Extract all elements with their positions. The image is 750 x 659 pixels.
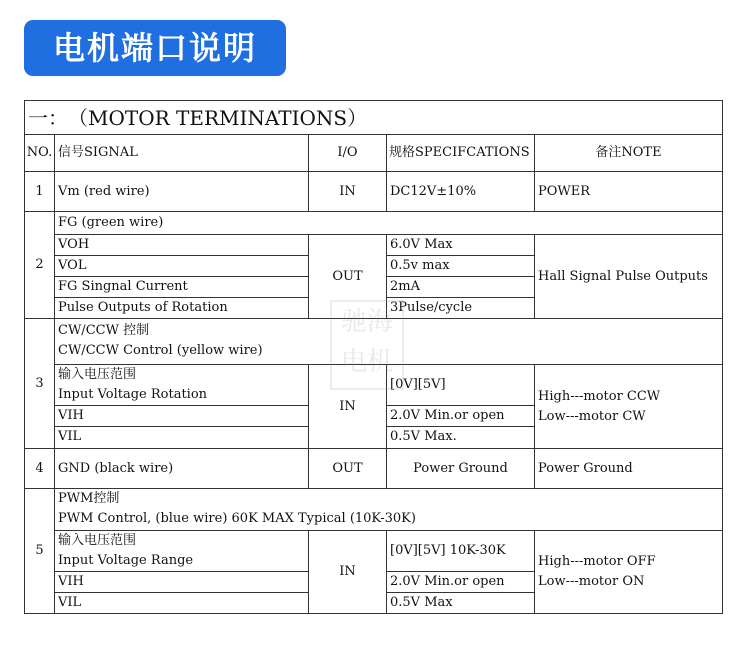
page-title: 电机端口说明 bbox=[52, 29, 257, 67]
signal-item: VOL bbox=[55, 256, 308, 277]
row-number: 2 bbox=[25, 212, 55, 319]
io-cell: IN bbox=[309, 531, 387, 614]
signal-item: VOH bbox=[55, 235, 308, 256]
row-number: 4 bbox=[25, 449, 55, 489]
table-row bbox=[25, 531, 723, 614]
spec-item: 0.5V Max bbox=[390, 595, 453, 610]
table-row bbox=[25, 449, 723, 489]
group-header: FG (green wire) bbox=[55, 212, 723, 235]
watermark: 驰海电机 bbox=[330, 300, 404, 390]
signal-list bbox=[55, 235, 309, 319]
table-row bbox=[25, 212, 723, 235]
signal-item: VIH bbox=[55, 406, 308, 427]
group-header-line: CW/CCW Control (yellow wire) bbox=[58, 343, 263, 358]
spec-item: 3Pulse/cycle bbox=[390, 300, 473, 315]
spec-item: [0V][5V] bbox=[387, 365, 534, 406]
spec-cell: Power Ground bbox=[387, 449, 535, 489]
spec-item: 2.0V Min.or open bbox=[387, 406, 534, 427]
note-cell: POWER bbox=[535, 172, 723, 212]
io-cell: OUT bbox=[309, 449, 387, 489]
header-spec: 规格SPECIFCATIONS bbox=[387, 135, 535, 172]
signal-list bbox=[55, 531, 309, 614]
spec-item: [0V][5V] 10K-30K bbox=[387, 531, 534, 572]
note-cell: Power Ground bbox=[535, 449, 723, 489]
signal-item: Input Voltage Range bbox=[55, 551, 308, 572]
signal-item: 输入电压范围 bbox=[58, 367, 137, 382]
signal-item: FG Singnal Current bbox=[55, 277, 308, 298]
table-row bbox=[25, 489, 723, 531]
spec-item: 6.0V Max bbox=[387, 235, 534, 256]
table-row bbox=[25, 172, 723, 212]
signal-item: VIH bbox=[55, 572, 308, 593]
note-item: Low---motor CW bbox=[538, 408, 646, 424]
spec-item: 2.0V Min.or open bbox=[387, 572, 534, 593]
table-row bbox=[25, 365, 723, 449]
spec-item: 2mA bbox=[387, 277, 534, 298]
header-row bbox=[25, 135, 723, 172]
note-cell bbox=[535, 365, 723, 449]
signal-item: VIL bbox=[58, 429, 82, 444]
signal-item: Input Voltage Rotation bbox=[55, 385, 308, 406]
header-no: NO. bbox=[25, 135, 55, 172]
group-header-line: PWM控制 bbox=[58, 491, 120, 506]
table-row bbox=[25, 319, 723, 365]
row-number: 1 bbox=[25, 172, 55, 212]
group-header-line: CW/CCW 控制 bbox=[58, 323, 150, 338]
note-item: Low---motor ON bbox=[538, 574, 645, 589]
table-title-row bbox=[25, 101, 723, 135]
signal-list bbox=[55, 365, 309, 449]
group-header bbox=[55, 489, 723, 531]
note-cell: Hall Signal Pulse Outputs bbox=[535, 235, 723, 319]
header-signal: 信号SIGNAL bbox=[55, 135, 309, 172]
io-cell: OUT bbox=[309, 235, 387, 319]
spec-list bbox=[387, 531, 535, 614]
page-title-banner bbox=[24, 20, 286, 76]
spec-cell: DC12V±10% bbox=[387, 172, 535, 212]
spec-list bbox=[387, 235, 535, 319]
io-cell: IN bbox=[309, 172, 387, 212]
header-io: I/O bbox=[309, 135, 387, 172]
header-note: 备注NOTE bbox=[535, 135, 723, 172]
group-header-line: PWM Control, (blue wire) 60K MAX Typical (10K-30K) bbox=[58, 511, 416, 526]
spec-list bbox=[387, 365, 535, 449]
row-number: 3 bbox=[25, 319, 55, 449]
motor-terminations-table bbox=[24, 100, 723, 614]
note-item: High---motor CCW bbox=[538, 388, 661, 404]
table-title: 一： （MOTOR TERMINATIONS） bbox=[25, 101, 723, 135]
signal-item: VIL bbox=[58, 595, 82, 610]
signal-cell: Vm (red wire) bbox=[55, 172, 309, 212]
signal-item: Pulse Outputs of Rotation bbox=[58, 300, 228, 315]
signal-item: 输入电压范围 bbox=[58, 533, 137, 548]
row-number: 5 bbox=[25, 489, 55, 614]
group-header bbox=[55, 319, 723, 365]
spec-item: 0.5V Max. bbox=[390, 429, 457, 444]
spec-item: 0.5v max bbox=[387, 256, 534, 277]
note-cell bbox=[535, 531, 723, 614]
signal-cell: GND (black wire) bbox=[55, 449, 309, 489]
note-item: High---motor OFF bbox=[538, 554, 656, 569]
io-cell: IN bbox=[309, 365, 387, 449]
table-row bbox=[25, 235, 723, 319]
